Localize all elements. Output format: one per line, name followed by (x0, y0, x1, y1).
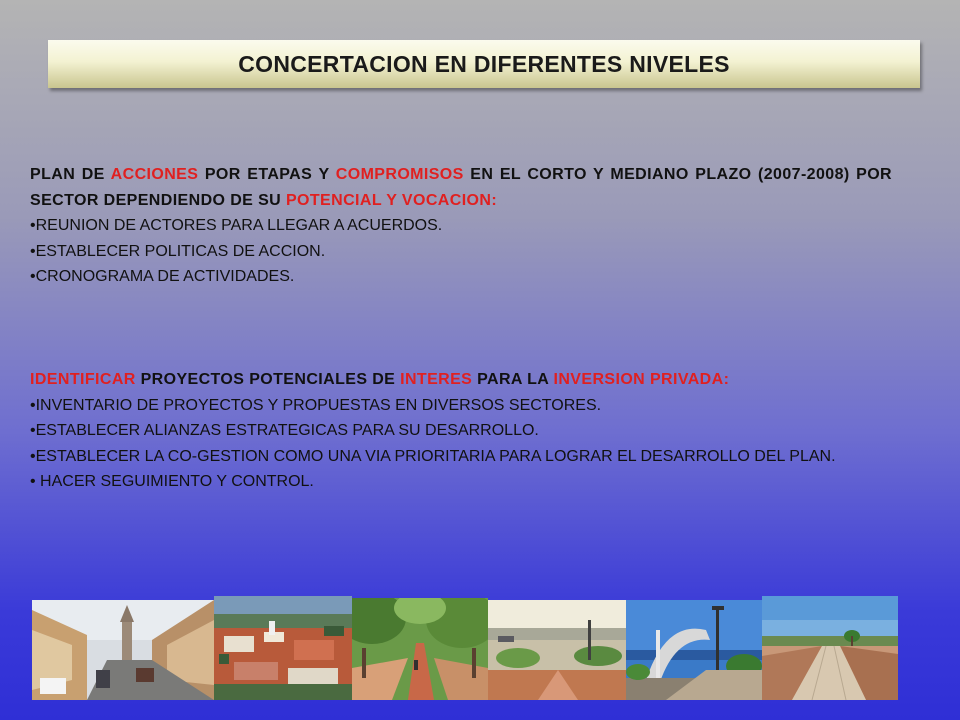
waterfront-plaza-photo (488, 600, 626, 700)
section-heading (30, 367, 892, 393)
page-title: CONCERTACION EN DIFERENTES NIVELES (238, 50, 730, 77)
aerial-city-photo (214, 596, 352, 700)
heading-highlight: INTERES (400, 371, 473, 388)
bullet-item: •ESTABLECER LA CO-GESTION COMO UNA VIA PRIORITARIA PARA LOGRAR EL DESARROLLO DEL PLAN. (30, 447, 836, 465)
seaside-promenade-photo (626, 600, 762, 700)
heading-highlight: COMPROMISOS (335, 166, 464, 183)
heading-text: PROYECTOS POTENCIALES DE (135, 371, 401, 388)
bullet-item: •ESTABLECER POLITICAS DE ACCION. (30, 242, 326, 260)
heading-text: PARA LA (472, 371, 554, 388)
title-banner (48, 40, 920, 88)
heading-text: PLAN DE (30, 166, 111, 183)
heading-text: POR ETAPAS Y (198, 166, 336, 183)
heading-highlight: INVERSION PRIVADA: (553, 371, 730, 388)
photo-strip (32, 596, 898, 700)
bullet-item: • HACER SEGUIMIENTO Y CONTROL. (30, 473, 314, 490)
section-identificar-proyectos (30, 367, 892, 495)
heading-highlight: IDENTIFICAR (30, 371, 136, 388)
heading-highlight: ACCIONES (110, 166, 199, 183)
bullet-item: •ESTABLECER ALIANZAS ESTRATEGICAS PARA SU DESARROLLO. (30, 422, 539, 439)
bullet-item: •REUNION DE ACTORES PARA LLEGAR A ACUERDOS. (30, 217, 443, 234)
paved-walkway-photo (762, 596, 898, 700)
colonial-street-photo (32, 600, 214, 700)
section-heading (30, 162, 892, 213)
heading-text: EN EL CORTO Y MEDIANO PLAZO (2007-2008) POR SECTOR DEPENDIENDO DE SU (30, 166, 893, 209)
section-plan-acciones (30, 162, 892, 290)
bullet-item: •CRONOGRAMA DE ACTIVIDADES. (30, 268, 295, 285)
heading-highlight: POTENCIAL Y VOCACION: (285, 191, 498, 209)
bullet-item: •INVENTARIO DE PROYECTOS Y PROPUESTAS EN DIVERSOS SECTORES. (30, 396, 602, 414)
tree-lined-boulevard-photo (352, 598, 488, 700)
